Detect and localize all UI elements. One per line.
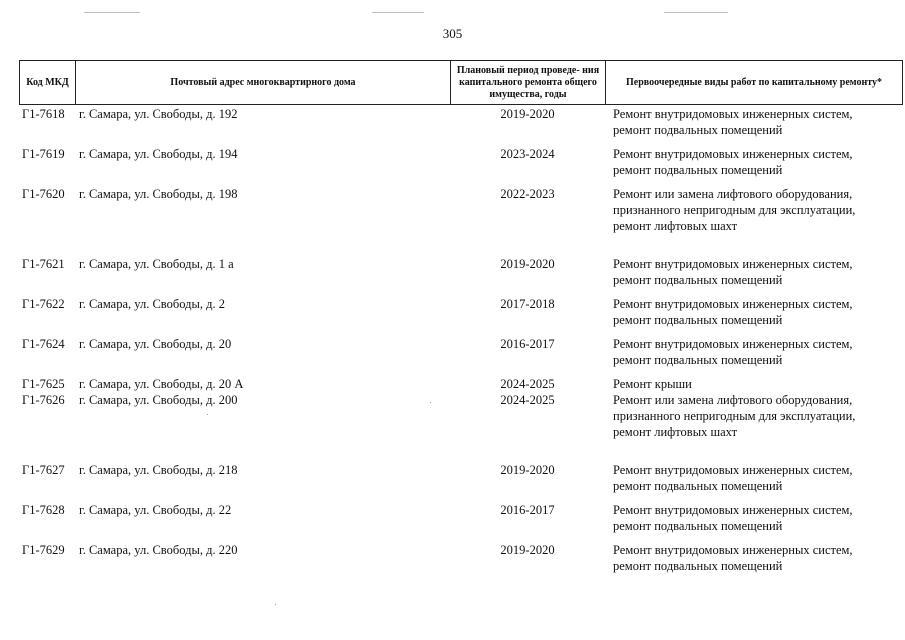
table-row <box>19 336 902 368</box>
row-spacer <box>19 534 902 542</box>
works-line: ремонт подвальных помещений <box>613 313 783 327</box>
row-address: г. Самара, ул. Свободы, д. 220 <box>79 543 238 557</box>
row-works <box>605 296 902 328</box>
works-line: ремонт подвальных помещений <box>613 519 783 533</box>
row-works <box>605 502 902 534</box>
header-address: Почтовый адрес многоквартирного дома <box>76 61 451 105</box>
row-address: г. Самара, ул. Свободы, д. 218 <box>79 463 238 477</box>
works-line: Ремонт внутридомовых инженерных систем, <box>613 257 853 271</box>
works-line: ремонт подвальных помещений <box>613 353 783 367</box>
row-period: 2016-2017 <box>500 503 555 517</box>
row-spacer-cell <box>19 138 902 146</box>
row-period: 2024-2025 <box>500 377 555 391</box>
records-table <box>19 106 902 574</box>
records-body <box>19 106 902 574</box>
row-address: г. Самара, ул. Свободы, д. 22 <box>79 503 232 517</box>
row-works <box>605 392 902 440</box>
row-works <box>605 146 902 178</box>
row-works <box>605 186 902 234</box>
row-code: Г1-7624 <box>22 337 65 351</box>
row-address: г. Самара, ул. Свободы, д. 200 <box>79 393 238 407</box>
row-spacer-cell <box>19 178 902 186</box>
works-line: Ремонт внутридомовых инженерных систем, <box>613 337 853 351</box>
works-line: Ремонт внутридомовых инженерных систем, <box>613 463 853 477</box>
row-spacer <box>19 368 902 376</box>
row-spacer <box>19 494 902 502</box>
page-number: 305 <box>442 26 463 41</box>
row-address: г. Самара, ул. Свободы, д. 1 а <box>79 257 234 271</box>
header-row <box>20 61 903 105</box>
row-period: 2016-2017 <box>500 337 555 351</box>
scan-speck <box>430 402 431 403</box>
row-spacer-cell <box>19 440 902 462</box>
works-line: Ремонт внутридомовых инженерных систем, <box>613 107 853 121</box>
scan-artifact-right <box>664 12 728 13</box>
row-code: Г1-7619 <box>22 147 65 161</box>
row-period: 2019-2020 <box>500 107 555 121</box>
row-spacer <box>19 178 902 186</box>
header-code: Код МКД <box>20 61 76 105</box>
row-works <box>605 106 902 138</box>
row-spacer-cell <box>19 234 902 256</box>
row-period: 2024-2025 <box>500 393 555 407</box>
row-spacer-cell <box>19 368 902 376</box>
row-period: 2019-2020 <box>500 543 555 557</box>
scan-speck <box>207 414 208 415</box>
works-line: Ремонт или замена лифтового оборудования, <box>613 187 853 201</box>
row-works <box>605 336 902 368</box>
row-code: Г1-7628 <box>22 503 65 517</box>
row-period: 2019-2020 <box>500 257 555 271</box>
row-code: Г1-7618 <box>22 107 65 121</box>
row-address: г. Самара, ул. Свободы, д. 20 <box>79 337 232 351</box>
works-line: Ремонт внутридомовых инженерных систем, <box>613 297 853 311</box>
row-spacer-cell <box>19 534 902 542</box>
row-period: 2017-2018 <box>500 297 555 311</box>
works-line: Ремонт внутридомовых инженерных систем, <box>613 503 853 517</box>
row-works <box>605 542 902 574</box>
works-line: ремонт подвальных помещений <box>613 273 783 287</box>
works-line: ремонт подвальных помещений <box>613 479 783 493</box>
row-spacer <box>19 440 902 462</box>
works-line: признанного непригодным для эксплуатации, <box>613 203 856 217</box>
row-address: г. Самара, ул. Свободы, д. 192 <box>79 107 238 121</box>
row-works <box>605 462 902 494</box>
row-address: г. Самара, ул. Свободы, д. 194 <box>79 147 238 161</box>
works-line: ремонт подвальных помещений <box>613 163 783 177</box>
row-spacer-cell <box>19 328 902 336</box>
works-line: Ремонт или замена лифтового оборудования, <box>613 393 853 407</box>
row-spacer-cell <box>19 494 902 502</box>
row-code: Г1-7625 <box>22 377 65 391</box>
scan-speck <box>275 604 276 605</box>
header-period: Плановый период проведе- ния капитального ремонта общего имущества, годы <box>451 61 606 105</box>
table-row <box>19 296 902 328</box>
works-line: ремонт подвальных помещений <box>613 559 783 573</box>
row-code: Г1-7620 <box>22 187 65 201</box>
row-period: 2022-2023 <box>500 187 555 201</box>
scan-artifact-left <box>84 12 140 13</box>
row-period: 2019-2020 <box>500 463 555 477</box>
row-address: г. Самара, ул. Свободы, д. 198 <box>79 187 238 201</box>
works-line: ремонт подвальных помещений <box>613 123 783 137</box>
row-code: Г1-7629 <box>22 543 65 557</box>
row-spacer <box>19 288 902 296</box>
row-spacer <box>19 138 902 146</box>
row-spacer <box>19 234 902 256</box>
row-code: Г1-7627 <box>22 463 65 477</box>
row-address: г. Самара, ул. Свободы, д. 20 А <box>79 377 244 391</box>
scan-artifact-center <box>372 12 424 13</box>
row-works <box>605 256 902 288</box>
table-row <box>19 542 902 574</box>
works-line: Ремонт внутридомовых инженерных систем, <box>613 543 853 557</box>
table-row <box>19 392 902 440</box>
row-works <box>605 376 902 392</box>
table-row <box>19 186 902 234</box>
table-row <box>19 106 902 138</box>
row-spacer-cell <box>19 288 902 296</box>
table-row <box>19 146 902 178</box>
table-row <box>19 502 902 534</box>
table-row <box>19 462 902 494</box>
row-spacer <box>19 328 902 336</box>
works-line: ремонт лифтовых шахт <box>613 425 738 439</box>
row-period: 2023-2024 <box>500 147 555 161</box>
works-line: Ремонт крыши <box>613 377 692 391</box>
table-row <box>19 376 902 392</box>
row-code: Г1-7621 <box>22 257 65 271</box>
row-code: Г1-7622 <box>22 297 65 311</box>
header-works: Первоочередные виды работ по капитальному ремонту* <box>606 61 903 105</box>
row-code: Г1-7626 <box>22 393 65 407</box>
works-line: ремонт лифтовых шахт <box>613 219 738 233</box>
row-address: г. Самара, ул. Свободы, д. 2 <box>79 297 225 311</box>
table-row <box>19 256 902 288</box>
table-header <box>19 60 903 105</box>
works-line: Ремонт внутридомовых инженерных систем, <box>613 147 853 161</box>
works-line: признанного непригодным для эксплуатации, <box>613 409 856 423</box>
